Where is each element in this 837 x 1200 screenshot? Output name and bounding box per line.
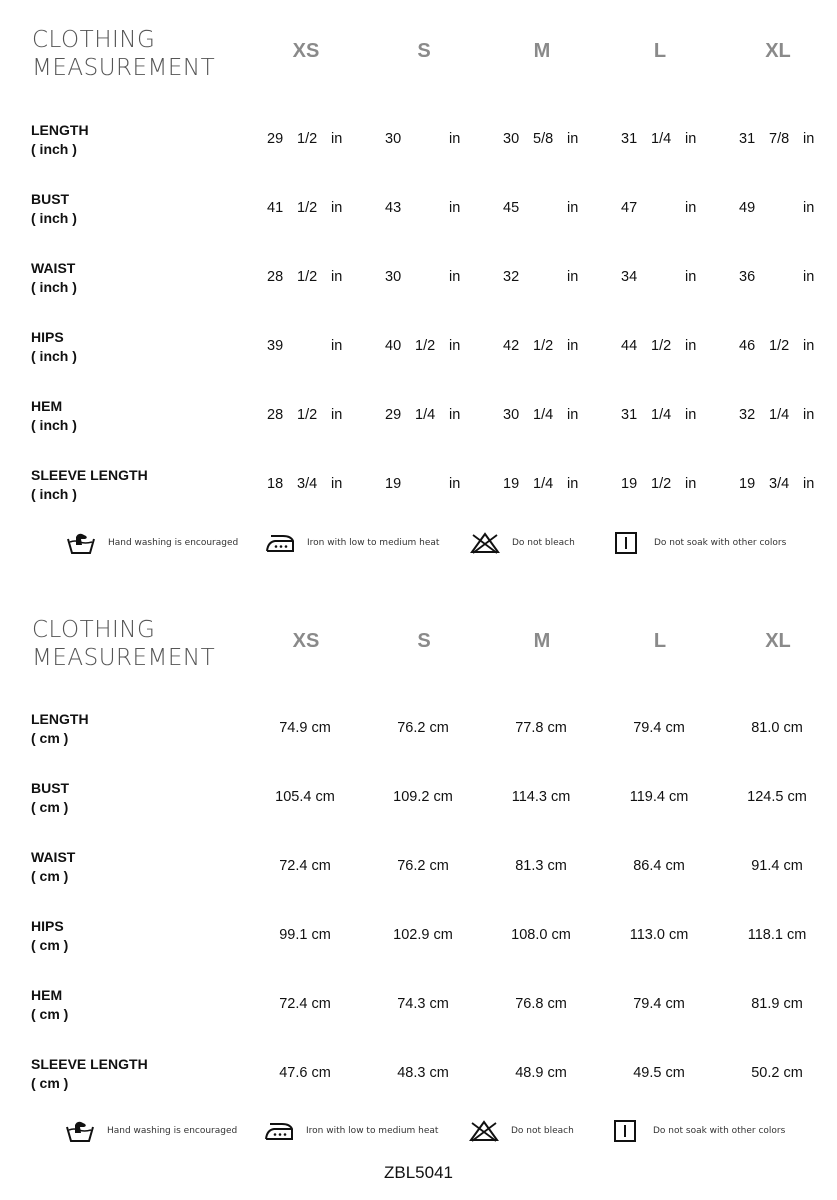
cm-value: 119.4 cm	[629, 789, 689, 805]
value-unit: in	[685, 476, 697, 492]
table-row	[0, 466, 837, 506]
value-unit: in	[449, 338, 461, 354]
cm-value: 81.9 cm	[751, 996, 803, 1012]
value-unit: in	[567, 131, 579, 147]
value-frac: 1/2	[297, 200, 318, 216]
value-whole: 32	[739, 407, 756, 423]
row-label	[31, 917, 68, 955]
title-line-1: CLOTHING	[32, 27, 156, 53]
value-frac: 5/8	[533, 131, 554, 147]
measure-unit: ( inch )	[31, 141, 77, 157]
measure-unit: ( cm )	[31, 730, 69, 746]
value-unit: in	[685, 269, 697, 285]
care-item-iron	[265, 528, 439, 558]
care-text: Iron with low to medium heat	[306, 1126, 439, 1136]
value-unit: in	[331, 200, 343, 216]
value-whole: 32	[503, 269, 520, 285]
cm-value: 113.0 cm	[629, 927, 689, 943]
cm-value: 86.4 cm	[633, 858, 685, 874]
cm-value: 114.3 cm	[511, 789, 571, 805]
value-unit: in	[803, 269, 815, 285]
inch-measurement-section	[0, 0, 837, 590]
table-row	[0, 1055, 837, 1095]
value-whole: 28	[267, 269, 284, 285]
value-whole: 41	[267, 200, 284, 216]
value-frac: 1/2	[297, 269, 318, 285]
cm-value: 79.4 cm	[633, 996, 685, 1012]
cm-value: 108.0 cm	[511, 927, 571, 943]
value-whole: 18	[267, 476, 284, 492]
care-item-do-not-bleach	[469, 1116, 574, 1146]
measure-unit: ( cm )	[31, 799, 69, 815]
value-whole: 49	[739, 200, 756, 216]
value-unit: in	[449, 476, 461, 492]
value-whole: 39	[267, 338, 284, 354]
measure-name: SLEEVE LENGTH	[31, 467, 148, 483]
cm-value: 99.1 cm	[279, 927, 331, 943]
value-frac: 1/2	[415, 338, 436, 354]
iron-icon	[264, 1119, 294, 1143]
section-title	[32, 26, 215, 82]
value-unit: in	[331, 407, 343, 423]
row-label	[31, 259, 77, 297]
value-unit: in	[685, 200, 697, 216]
cm-value: 49.5 cm	[633, 1065, 685, 1081]
measure-unit: ( inch )	[31, 417, 77, 433]
value-frac: 1/2	[769, 338, 790, 354]
do-not-bleach-icon	[470, 531, 500, 555]
table-row	[0, 848, 837, 888]
measure-unit: ( cm )	[31, 1006, 69, 1022]
value-whole: 31	[739, 131, 756, 147]
measure-name: LENGTH	[31, 711, 89, 727]
care-item-iron	[264, 1116, 438, 1146]
value-whole: 29	[385, 407, 402, 423]
care-instructions	[0, 1116, 837, 1146]
value-frac: 7/8	[769, 131, 790, 147]
cm-value: 109.2 cm	[393, 789, 453, 805]
size-header-xs: XS	[292, 40, 320, 62]
row-label	[31, 328, 77, 366]
section-title	[32, 616, 215, 672]
measure-name: BUST	[31, 780, 70, 796]
cm-value: 47.6 cm	[279, 1065, 331, 1081]
value-frac: 1/4	[651, 407, 672, 423]
table-row	[0, 397, 837, 437]
title-line-2: MEASUREMENT	[32, 55, 216, 81]
measure-unit: ( inch )	[31, 486, 77, 502]
value-whole: 45	[503, 200, 520, 216]
value-whole: 19	[739, 476, 756, 492]
measure-unit: ( cm )	[31, 868, 69, 884]
table-row	[0, 986, 837, 1026]
value-unit: in	[803, 476, 815, 492]
value-whole: 19	[385, 476, 402, 492]
care-text: Do not soak with other colors	[654, 538, 787, 548]
size-header-l: L	[653, 40, 667, 62]
value-frac: 1/4	[533, 476, 554, 492]
row-label	[31, 466, 148, 504]
size-header-xl: XL	[765, 630, 791, 652]
measure-name: SLEEVE LENGTH	[31, 1056, 148, 1072]
cm-value: 79.4 cm	[633, 720, 685, 736]
value-whole: 30	[503, 131, 520, 147]
row-label	[31, 986, 68, 1024]
cm-value: 124.5 cm	[747, 789, 807, 805]
value-whole: 30	[385, 269, 402, 285]
do-not-soak-icon	[611, 1119, 641, 1143]
measure-name: WAIST	[31, 260, 76, 276]
value-whole: 29	[267, 131, 284, 147]
care-item-do-not-soak	[611, 1116, 785, 1146]
value-unit: in	[449, 200, 461, 216]
value-frac: 1/2	[651, 476, 672, 492]
cm-value: 74.3 cm	[397, 996, 449, 1012]
cm-value: 81.0 cm	[751, 720, 803, 736]
table-row	[0, 190, 837, 230]
cm-value: 72.4 cm	[279, 858, 331, 874]
care-item-hand-wash	[66, 528, 238, 558]
value-whole: 30	[385, 131, 402, 147]
care-instructions	[0, 528, 837, 558]
measure-unit: ( cm )	[31, 1075, 69, 1091]
cm-value: 118.1 cm	[747, 927, 807, 943]
measure-name: WAIST	[31, 849, 76, 865]
measure-unit: ( inch )	[31, 210, 77, 226]
value-frac: 1/4	[415, 407, 436, 423]
value-unit: in	[685, 407, 697, 423]
value-unit: in	[803, 200, 815, 216]
cm-measurement-section	[0, 590, 837, 1136]
value-whole: 19	[621, 476, 638, 492]
size-header-m: M	[533, 40, 551, 62]
care-text: Iron with low to medium heat	[307, 538, 440, 548]
measure-name: BUST	[31, 191, 70, 207]
value-unit: in	[685, 131, 697, 147]
row-label	[31, 1055, 148, 1093]
table-row	[0, 779, 837, 819]
value-whole: 44	[621, 338, 638, 354]
size-header-xs: XS	[292, 630, 320, 652]
measure-unit: ( inch )	[31, 279, 77, 295]
value-frac: 1/2	[533, 338, 554, 354]
value-whole: 31	[621, 407, 638, 423]
value-unit: in	[567, 269, 579, 285]
value-unit: in	[449, 269, 461, 285]
table-row	[0, 328, 837, 368]
cm-value: 72.4 cm	[279, 996, 331, 1012]
cm-value: 105.4 cm	[275, 789, 335, 805]
row-label	[31, 121, 89, 159]
cm-value: 77.8 cm	[515, 720, 567, 736]
value-whole: 28	[267, 407, 284, 423]
measure-name: HEM	[31, 398, 63, 414]
value-whole: 43	[385, 200, 402, 216]
cm-value: 102.9 cm	[393, 927, 453, 943]
value-frac: 1/2	[651, 338, 672, 354]
measure-unit: ( inch )	[31, 348, 77, 364]
value-frac: 1/4	[533, 407, 554, 423]
row-label	[31, 779, 69, 817]
size-header-m: M	[533, 630, 551, 652]
table-row	[0, 259, 837, 299]
value-unit: in	[331, 131, 343, 147]
cm-value: 48.9 cm	[515, 1065, 567, 1081]
hand-wash-icon	[66, 531, 96, 555]
value-whole: 31	[621, 131, 638, 147]
value-unit: in	[567, 200, 579, 216]
measure-unit: ( cm )	[31, 937, 69, 953]
value-unit: in	[567, 407, 579, 423]
value-frac: 1/4	[651, 131, 672, 147]
row-label	[31, 848, 75, 886]
title-line-1: CLOTHING	[32, 617, 156, 643]
value-unit: in	[803, 338, 815, 354]
value-frac: 3/4	[297, 476, 318, 492]
value-frac: 1/2	[297, 131, 318, 147]
measure-name: HIPS	[31, 918, 64, 934]
cm-value: 50.2 cm	[751, 1065, 803, 1081]
care-item-do-not-soak	[612, 528, 786, 558]
iron-icon	[265, 531, 295, 555]
size-header-s: S	[417, 630, 431, 652]
row-label	[31, 190, 77, 228]
value-unit: in	[803, 131, 815, 147]
value-unit: in	[803, 407, 815, 423]
cm-value: 48.3 cm	[397, 1065, 449, 1081]
value-unit: in	[331, 269, 343, 285]
do-not-bleach-icon	[469, 1119, 499, 1143]
value-unit: in	[685, 338, 697, 354]
measure-name: HIPS	[31, 329, 64, 345]
product-code: ZBL5041	[384, 1163, 453, 1182]
value-frac: 1/2	[297, 407, 318, 423]
value-unit: in	[331, 338, 343, 354]
cm-value: 91.4 cm	[751, 858, 803, 874]
cm-value: 76.8 cm	[515, 996, 567, 1012]
value-whole: 46	[739, 338, 756, 354]
value-whole: 42	[503, 338, 520, 354]
cm-value: 76.2 cm	[397, 720, 449, 736]
cm-value: 81.3 cm	[515, 858, 567, 874]
value-whole: 19	[503, 476, 520, 492]
table-row	[0, 710, 837, 750]
cm-value: 74.9 cm	[279, 720, 331, 736]
measure-name: HEM	[31, 987, 63, 1003]
cm-value: 76.2 cm	[397, 858, 449, 874]
care-text: Hand washing is encouraged	[108, 538, 239, 548]
table-row	[0, 121, 837, 161]
hand-wash-icon	[65, 1119, 95, 1143]
value-unit: in	[331, 476, 343, 492]
value-unit: in	[567, 476, 579, 492]
care-text: Do not bleach	[512, 538, 575, 548]
value-whole: 36	[739, 269, 756, 285]
value-whole: 34	[621, 269, 638, 285]
size-header-s: S	[417, 40, 431, 62]
value-unit: in	[567, 338, 579, 354]
care-item-do-not-bleach	[470, 528, 575, 558]
value-unit: in	[449, 407, 461, 423]
size-header-l: L	[653, 630, 667, 652]
title-line-2: MEASUREMENT	[32, 645, 216, 671]
table-row	[0, 917, 837, 957]
value-frac: 1/4	[769, 407, 790, 423]
value-whole: 30	[503, 407, 520, 423]
value-whole: 40	[385, 338, 402, 354]
value-frac: 3/4	[769, 476, 790, 492]
measure-name: LENGTH	[31, 122, 89, 138]
do-not-soak-icon	[612, 531, 642, 555]
size-header-xl: XL	[765, 40, 791, 62]
care-text: Hand washing is encouraged	[107, 1126, 238, 1136]
care-text: Do not soak with other colors	[653, 1126, 786, 1136]
care-item-hand-wash	[65, 1116, 237, 1146]
care-text: Do not bleach	[511, 1126, 574, 1136]
value-whole: 47	[621, 200, 638, 216]
row-label	[31, 397, 77, 435]
row-label	[31, 710, 89, 748]
value-unit: in	[449, 131, 461, 147]
